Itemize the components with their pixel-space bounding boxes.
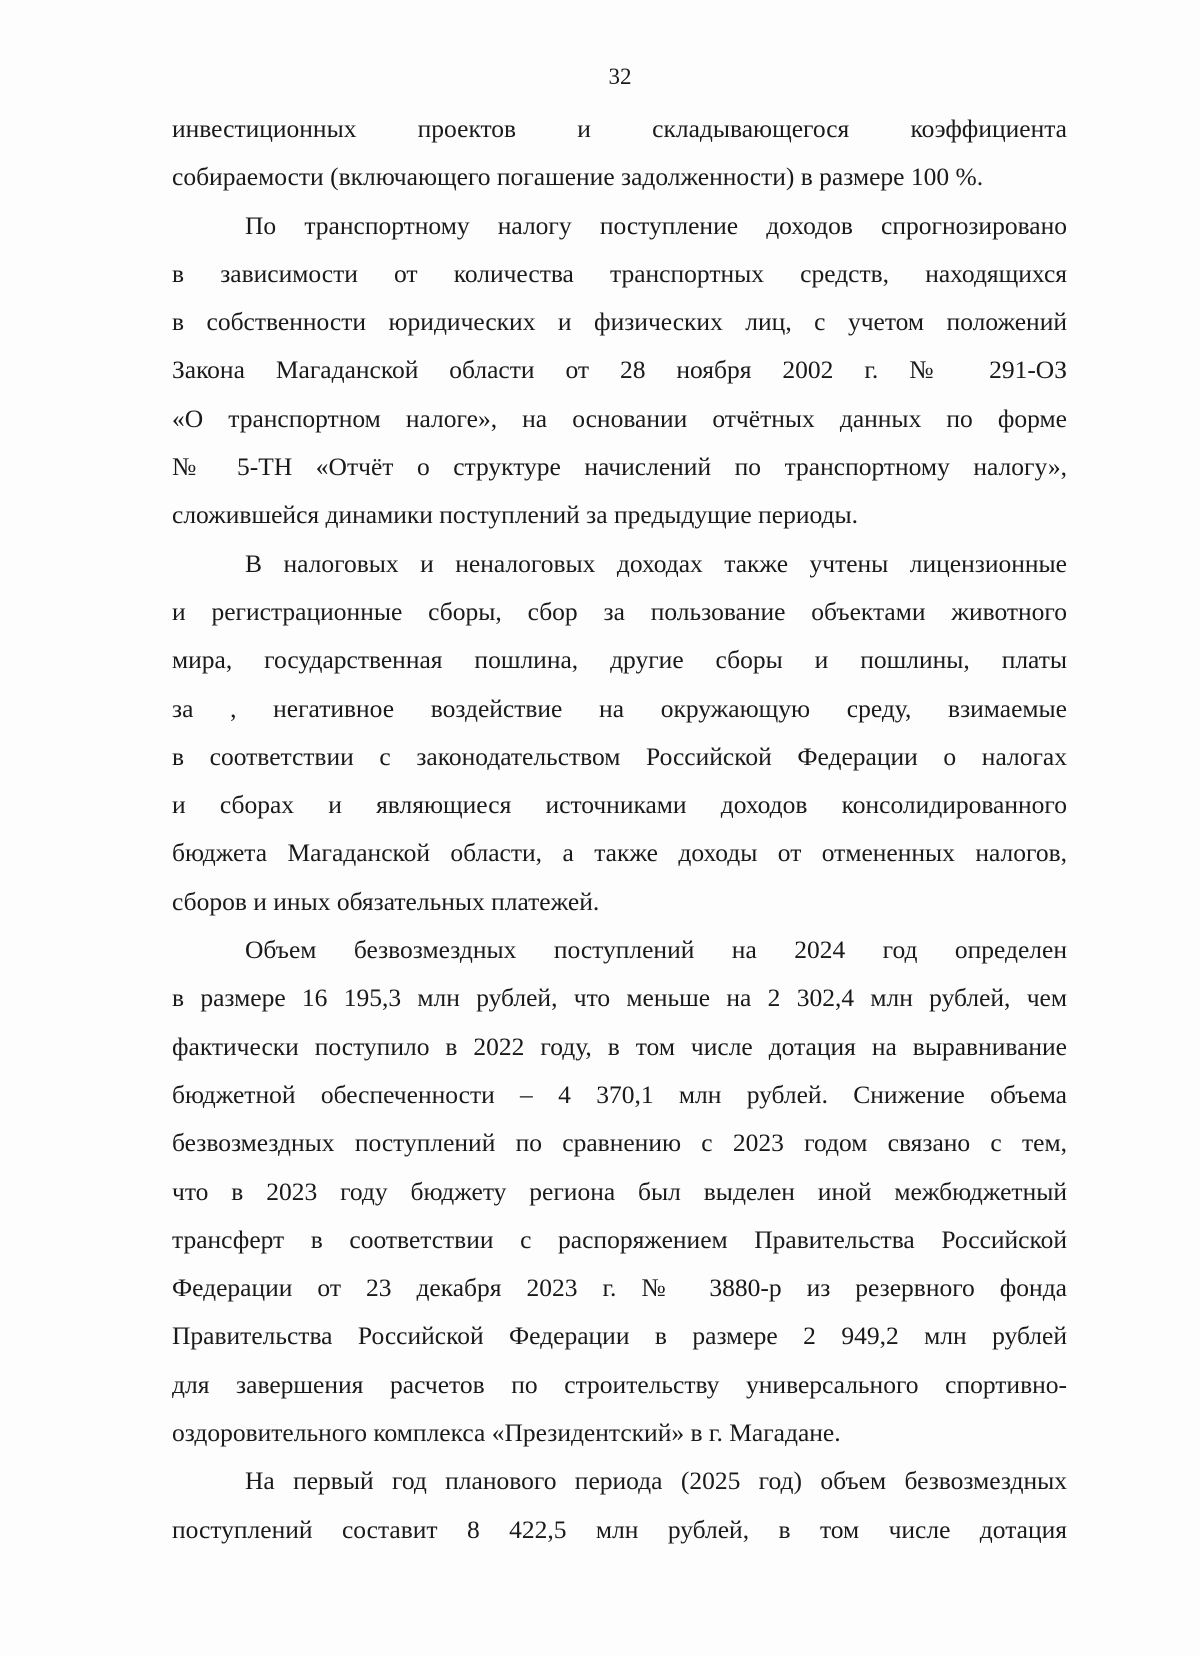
text-line: сборов и иных обязательных платежей. bbox=[172, 886, 600, 916]
page-number: 32 bbox=[608, 64, 632, 89]
text-line: в собственности юридических и физических лиц, с учетом положений bbox=[172, 307, 1067, 337]
text-line: Закона Магаданской области от 28 ноября 2002 г. № 291-ОЗ bbox=[172, 355, 1067, 385]
text-line: для завершения расчетов по строительству универсального спортивно- bbox=[172, 1369, 1067, 1399]
text-line: Правительства Российской Федерации в размере 2 949,2 млн рублей bbox=[172, 1321, 1067, 1351]
text-line: и регистрационные сборы, сбор за пользование объектами животного bbox=[172, 596, 1067, 626]
text-line: На первый год планового периода (2025 год) объем безвозмездных bbox=[245, 1466, 1067, 1496]
text-line: № 5-ТН «Отчёт о структуре начислений по транспортному налогу», bbox=[172, 452, 1067, 482]
text-line: В налоговых и неналоговых доходах также учтены лицензионные bbox=[245, 548, 1067, 578]
text-line: в зависимости от количества транспортных средств, находящихся bbox=[172, 258, 1067, 288]
text-line: собираемости (включающего погашение задолженности) в размере 100 %. bbox=[172, 162, 984, 192]
body-text bbox=[172, 105, 1067, 1554]
text-line: трансферт в соответствии с распоряжением Правительства Российской bbox=[172, 1224, 1067, 1254]
text-line: инвестиционных проектов и складывающегося коэффициента bbox=[172, 114, 1067, 143]
text-line: в соответствии с законодательством Российской Федерации о налогах bbox=[172, 741, 1067, 771]
text-line: Федерации от 23 декабря 2023 г. № 3880-р из резервного фонда bbox=[172, 1273, 1067, 1303]
text-line: поступлений составит 8 422,5 млн рублей, в том числе дотация bbox=[172, 1514, 1067, 1544]
text-line: безвозмездных поступлений по сравнению с 2023 годом связано с тем, bbox=[172, 1128, 1067, 1158]
text-line: что в 2023 году бюджету региона был выделен иной межбюджетный bbox=[172, 1176, 1067, 1206]
text-line: сложившейся динамики поступлений за предыдущие периоды. bbox=[172, 500, 858, 530]
text-line: По транспортному налогу поступление доходов спрогнозировано bbox=[245, 210, 1067, 240]
text-line: оздоровительного комплекса «Президентский» в г. Магадане. bbox=[172, 1418, 841, 1448]
text-line: фактически поступило в 2022 году, в том числе дотация на выравнивание bbox=[172, 1031, 1067, 1061]
text-line: «О транспортном налоге», на основании отчётных данных по форме bbox=[172, 403, 1067, 433]
text-line: бюджета Магаданской области, а также доходы от отмененных налогов, bbox=[172, 838, 1067, 868]
text-line: бюджетной обеспеченности – 4 370,1 млн рублей. Снижение объема bbox=[172, 1079, 1067, 1109]
text-line: за , негативное воздействие на окружающую среду, взимаемые bbox=[172, 693, 1067, 723]
text-line: мира, государственная пошлина, другие сборы и пошлины, платы bbox=[172, 645, 1067, 675]
text-line: и сборах и являющиеся источниками доходов консолидированного bbox=[172, 790, 1067, 820]
text-line: Объем безвозмездных поступлений на 2024 год определен bbox=[245, 935, 1067, 965]
text-line: в размере 16 195,3 млн рублей, что меньше на 2 302,4 млн рублей, чем bbox=[172, 983, 1067, 1013]
